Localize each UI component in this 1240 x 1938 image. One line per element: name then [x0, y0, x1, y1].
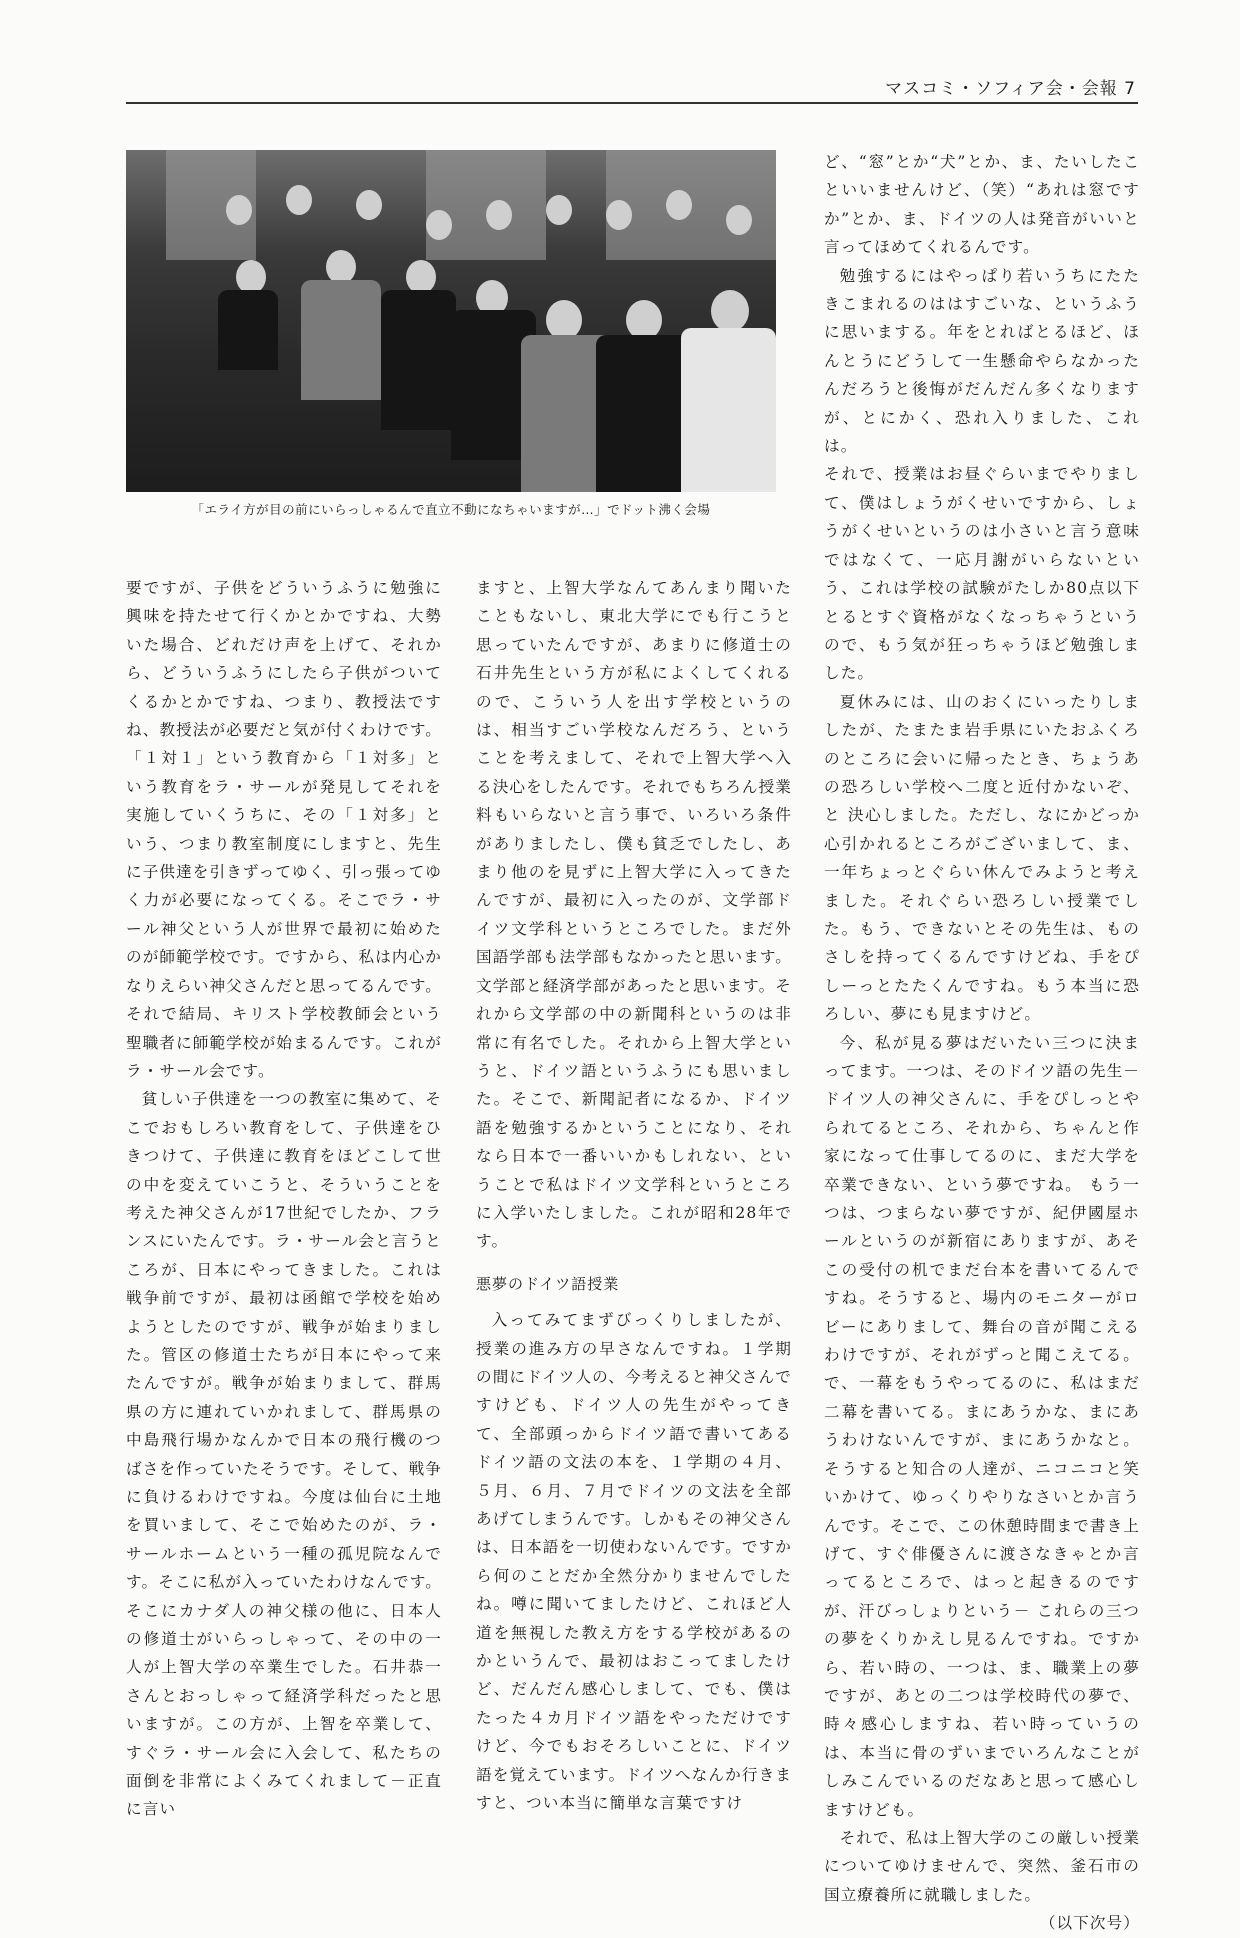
paragraph: ど、“窓”とか“犬”とか、ま、たいしたこといいませんけど、（笑）“あれは窓ですか”とか、ま、ドイツの人は発音がいいと言ってほめてくれるんです。: [824, 153, 1140, 257]
article-column-2: [476, 574, 792, 1817]
person-head: [226, 195, 252, 225]
photo-window: [426, 150, 546, 260]
person-head: [236, 260, 266, 294]
person-head: [546, 300, 582, 340]
person-body: [681, 328, 776, 492]
person-head: [326, 250, 356, 284]
paragraph: 勉強するにはやっぱり若いうちにたたきこまれるのははすごいな、というふうに思いまする。年をとればとるほど、ほんとうにどうして一生懸命やらなかったんだろうと後悔がだんだん多くなりますが、とにかく、恐れ入りました、これは。: [824, 266, 1140, 456]
paragraph: 貧しい子供達を一つの教室に集めて、そこでおもしろい教育をして、子供達をひきつけて、子供達に教育をほどこして世の中を変えていこうと、そういうことを考えた神父さんが17世紀でしたか、フランスにいたんです。ラ・サール会と言うところが、日本にやってきました。これは戦争前ですが、最初は函館で学校を始めようとしたのですが、戦争が始まりました。管区の修道士たちが日本にやって来たんですが。戦争が始まりまして、群馬県の方に連れていかれまして、群馬県の中島飛行場かなんかで日本の飛行機のつばさを作っていたそうです。そして、戦争に負けるわけですね。今度は仙台に土地を買いまして、そこで始めたのが、ラ・サールホームという一種の孤児院なんです。そこに私が入っていたわけなんです。そこにカナダ人の神父様の他に、日本人の修道士がいらっしゃって、その中の一人が上智大学の卒業生でした。石井恭一さんとおっしゃって経済学科だったと思いますが。この方が、上智を卒業して、すぐラ・サール会に入会して、私たちの面倒を非常によくみてくれまして－正直に言い: [126, 1090, 442, 1819]
person-head: [726, 205, 752, 235]
paragraph: それで、授業はお昼ぐらいまでやりまして、僕はしょうがくせいですから、しょうがくせいというのは小さいと言う意味ではなくて、一応月謝がいらないという、これは学校の試験がたしか80点以下とるとすぐ資格がなくなっちゃうというので、もう気が狂っちゃうほど勉強しました。: [824, 465, 1140, 683]
person-head: [356, 190, 382, 220]
paragraph: 夏休みには、山のおくにいったりしましたが、たまたま岩手県にいたおふくろのところに会いに帰ったとき、ちょうあの恐ろしい学校へ二度と近付かないぞ、と 決心しました。ただし、なにかどっか心引かれるところがございまして、ま、一年ちょっとぐらい休んでみようと考えました。それぐらい恐ろしい授業でした。もう、できないとその先生は、ものさしを持ってくるんですけどね、手をぴしーっとたたくんですね。もう本当に恐ろしい、夢にも見ますけど。: [824, 692, 1140, 1024]
person-body: [301, 280, 381, 400]
paragraph: 今、私が見る夢はだいたい三つに決まってます。一つは、そのドイツ語の先生－ドイツ人の神父さんに、手をぴしっとやられてるところ、それから、ちゃんと作家になって仕事してるのに、まだ大学を卒業できない、という夢ですね。 もう一つは、つまらない夢ですが、紀伊國屋ホールというのが新宿にありますが、あそこの受付の机でまだ台本を書いてるんですね。そうすると、場内のモニターがロビーにありまして、舞台の音が聞こえるわけですが、それがずっと聞こえてる。で、一幕をもうやってるのに、私はまだ二幕を書いてる。まにあうかな、まにあうわけないんですが、まにあうかなと。そうすると知合の人達が、ニコニコと笑いかけて、ゆっくりやりなさいとか言うんです。そこで、この休憩時間まで書き上げて、すぐ俳優さんに渡さなきゃとか言ってるところで、はっと起きるのですが、汗びっしょりという－ これらの三つの夢をくりかえし見るんですね。ですから、若い時の、一つは、ま、職業上の夢ですが、あとの二つは学校時代の夢で、時々感心しますね、若い時っていうのは、本当に骨のずいまでいろんなことがしみこんでいるのだなあと思って感心しますけども。: [824, 1033, 1140, 1819]
person-head: [486, 200, 512, 230]
audience-photo: [126, 150, 776, 492]
photo-caption: 「エライ方が目の前にいらっしゃるんで直立不動になちゃいますが…」でドット沸く会場: [191, 502, 711, 517]
continued-note: （以下次号）: [1039, 1914, 1140, 1933]
person-head: [626, 300, 662, 340]
article-column-3: [824, 148, 1140, 1938]
paragraph: 要ですが、子供をどういうふうに勉強に興味を持たせて行くかとかですね、大勢いた場合、どれだけ声を上げて、それから、どういうふうにしたら子供がついてくるかとかですね、つまり、教授法ですね、教授法が必要だと気が付くわけです。「１対１」という教育から「１対多」という教育をラ・サールが発見してそれを実施していくうちに、その「１対多」という、つまり教室制度にしますと、先生に子供達を引きずってゆく、引っ張ってゆく力が必要になってくる。そこでラ・サール神父という人が世界で最初に始めたのが師範学校です。ですから、私は内心かなりえらい神父さんだと思ってるんです。それで結局、キリスト学校教師会という聖職者に師範学校が始まるんです。これがラ・サール会です。: [126, 579, 442, 1080]
header-divider: [126, 102, 1138, 104]
section-heading: 悪夢のドイツ語授業: [476, 1274, 620, 1293]
person-head: [426, 210, 452, 240]
person-body: [381, 290, 456, 430]
paragraph: それで、私は上智大学のこの厳しい授業についてゆけませんで、突然、釜石市の国立療養所に就職しました。: [824, 1828, 1140, 1904]
paragraph: ますと、上智大学なんてあんまり聞いたこともないし、東北大学にでも行こうと思っていたんですが、あまりに修道士の石井先生という方が私によくしてくれるので、こういう人を出す学校というのは、相当すごい学校なんだろう、ということを考えまして、それで上智大学へ入る決心をしたんです。それでもちろん授業料もいらないと言う事で、いろいろ条件がありましたし、僕も貧乏でしたし、あまり他のを見ずに上智大学に入ってきたんですが、最初に入ったのが、文学部ドイツ文学科というところでした。まだ外国語学部も法学部もなかったと思います。文学部と経済学部があったと思います。それから文学部の中の新聞科というのは非常に有名でした。それから上智大学というと、ドイツ語というふうにも思いました。そこで、新聞記者になるか、ドイツ語を勉強するかということになり、それなら日本で一番いいかもしれない、ということで私はドイツ文学科というところに入学いたしました。これが昭和28年です。: [476, 579, 792, 1251]
person-head: [406, 260, 436, 294]
person-head: [606, 200, 632, 230]
person-body: [218, 290, 278, 370]
page-header-title: マスコミ・ソフィア会・会報 7: [885, 79, 1136, 99]
article-column-1: [126, 574, 442, 1824]
person-head: [711, 290, 749, 332]
person-head: [546, 195, 572, 225]
paragraph: 入ってみてまずびっくりしましたが、授業の進み方の早さなんですね。１学期の間にドイツ人の、今考えると神父さんですけども、ドイツ人の先生がやってきて、全部頭っからドイツ語で書いてあるドイツ語の文法の本を、１学期の４月、５月、６月、７月でドイツの文法を全部あげてしまうんです。しかもその神父さんは、日本語を一切使わないんです。ですから何のことだか全然分かりませんでしたね。噂に聞いてましたけど、これほど人道を無視した教え方をする学校があるのかというんで、最初はおこってましたけど、だんだん感心しまして、でも、僕はたった４カ月ドイツ語をやっただけですけど、今でもおそろしいことに、ドイツ語を覚えています。ドイツへなんか行きますと、つい本当に簡単な言葉ですけ: [476, 1311, 792, 1813]
person-head: [286, 185, 312, 215]
person-head: [666, 190, 692, 220]
